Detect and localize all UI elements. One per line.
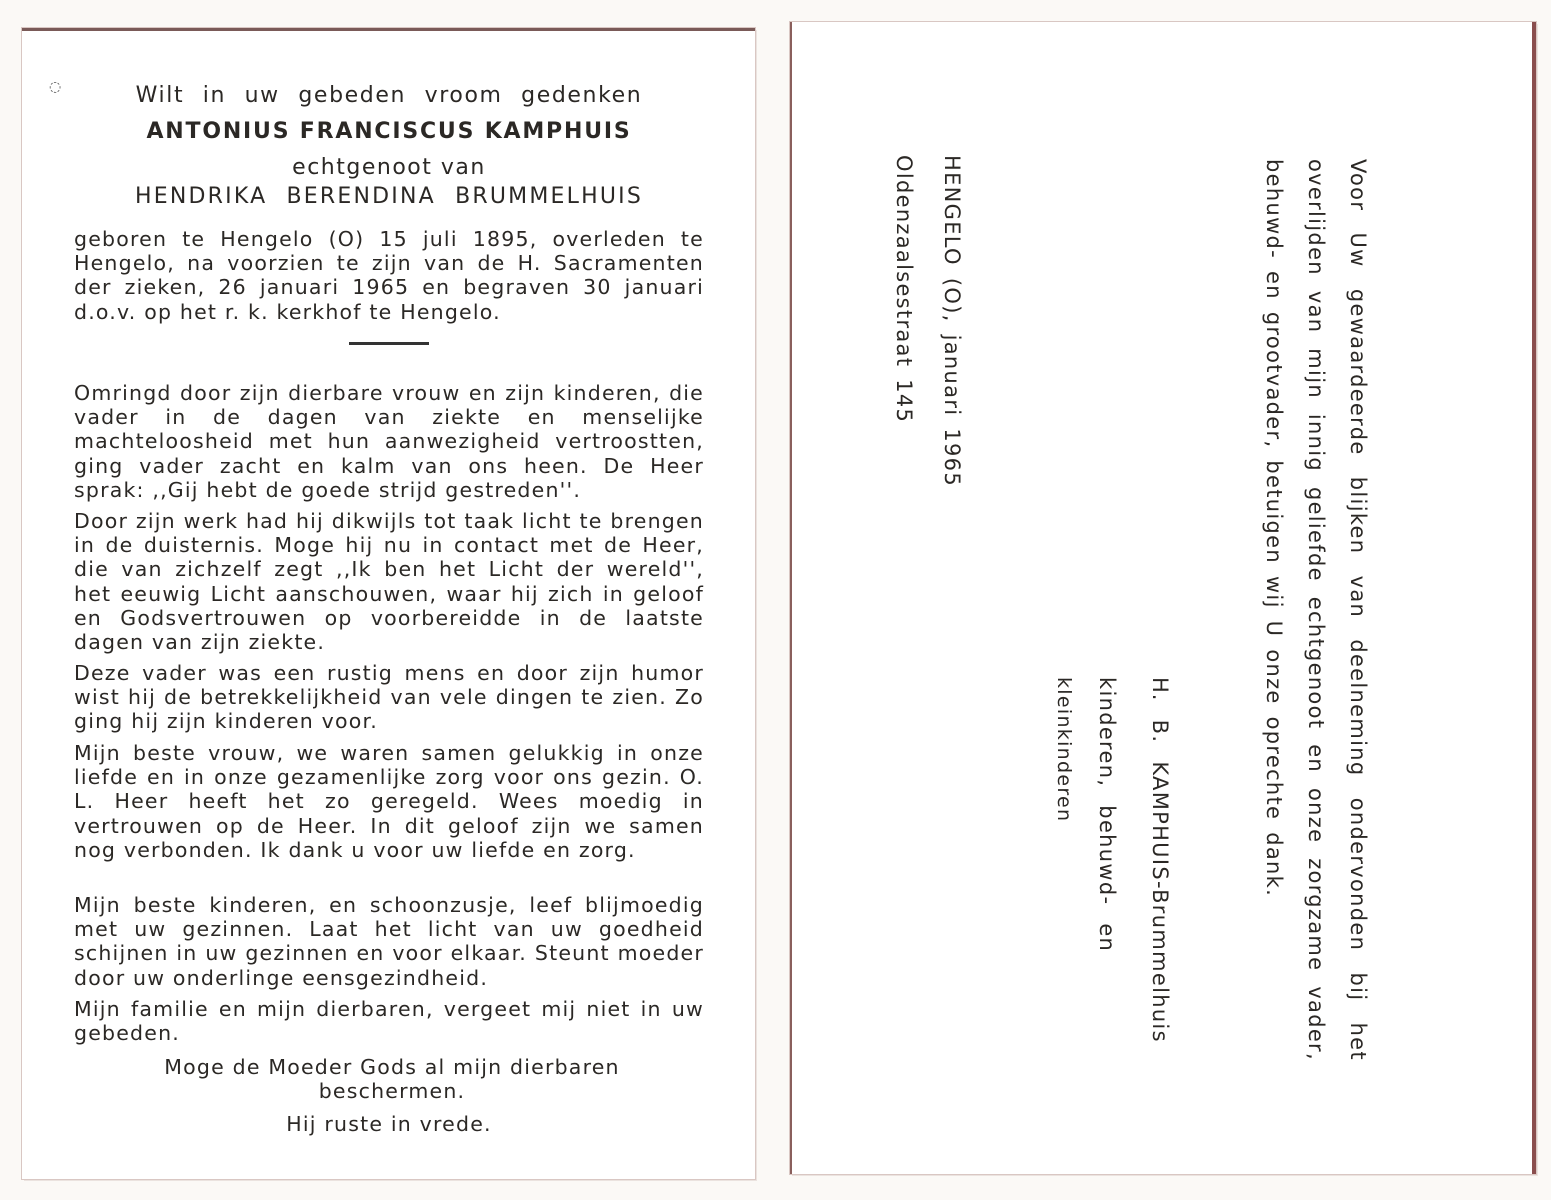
intro-line: Wilt in uw gebeden vroom gedenken	[135, 83, 643, 108]
spouse-name: HENDRIKA BERENDINA BRUMMELHUIS	[135, 184, 643, 209]
text-paragraph: Mijn beste vrouw, we waren samen gelukkig in onze liefde en in onze gezamenlijke zorg voor ons gezin. O. L. Heer heeft het zo geregeld. Wees moedig in vertrouwen op de Heer. In dit geloof zijn we samen nog verbonden. Ik dank u voor uw liefde en zorg.	[74, 741, 704, 862]
word: onze	[1304, 787, 1328, 844]
word: ondervonden	[1346, 797, 1370, 952]
thanks-line	[1346, 159, 1370, 1061]
word: het	[1346, 1022, 1370, 1061]
word: deelneming	[1346, 639, 1370, 777]
word: innig	[1304, 413, 1328, 472]
word: geliefde	[1304, 486, 1328, 582]
signer-line: kinderen, behuwd- en	[1095, 677, 1119, 953]
ink-speck-decoration: ◌	[49, 79, 62, 95]
word: blijken	[1346, 476, 1370, 555]
word: vader,	[1304, 986, 1328, 1061]
deceased-name: ANTONIUS FRANCISCUS KAMPHUIS	[146, 119, 632, 144]
divider-rule	[349, 342, 429, 345]
text-paragraph: Mijn familie en mijn dierbaren, vergeet mij niet in uw gebeden.	[74, 997, 704, 1046]
spouse-label: echtgenoot van	[292, 155, 486, 180]
memorial-card-text-side	[22, 28, 755, 1179]
word: echtgenoot	[1304, 596, 1328, 730]
text-paragraph: Mijn beste kinderen, en schoonzusje, leef blijmoedig met uw gezinnen. Laat het licht van uw goedheid schijnen in uw gezinnen en voor elkaar. Steunt moeder door uw onderlinge eensgezindheid.	[74, 893, 704, 990]
word: van	[1304, 290, 1328, 334]
closing-prayer: Moge de Moeder Gods al mijn dierbaren beschermen.	[164, 1055, 620, 1104]
biography-paragraph: geboren te Hengelo (O) 15 juli 1895, overleden te Hengelo, na voorzien te zijn van de H. Sacramenten der zieken, 26 januari 1965 en begraven 30 januari d.o.v. op het r. k. kerkhof te Hengelo.	[74, 227, 704, 324]
text-paragraph: Deze vader was een rustig mens en door zijn humor wist hij de betrekkelijkheid van vele dingen te zien. Zo ging hij zijn kinderen voor.	[74, 661, 704, 734]
address: Oldenzaalsestraat 145	[892, 155, 916, 424]
word: bij	[1346, 972, 1370, 1002]
word: overlijden	[1304, 159, 1328, 276]
word: zorgzame	[1304, 858, 1328, 972]
word: van	[1346, 575, 1370, 619]
word: mijn	[1304, 348, 1328, 399]
signer-line: kleinkinderen	[1053, 677, 1075, 823]
text-paragraph: Door zijn werk had hij dikwijls tot taak licht te brengen in de duisternis. Moge hij nu in contact met de Heer, die van zichzelf zegt ,,Ik ben het Licht der wereld'', het eeuwig Licht aanschouwen, waar hij zich in geloof en Godsvertrouwen op voorbereidde in de laatste dagen van zijn ziekte.	[74, 509, 704, 655]
word: Uw	[1346, 232, 1370, 268]
word: en	[1304, 744, 1328, 774]
thanks-line	[1304, 159, 1328, 1061]
word: gewaardeerde	[1346, 288, 1370, 456]
text-paragraph: Omringd door zijn dierbare vrouw en zijn kinderen, die vader in de dagen van ziekte en menselijke machteloosheid met hun aanwezigheid vertroostten, ging vader zacht en kalm van ons heen. De Heer sprak: ,,Gij hebt de goede strijd gestreden''.	[74, 381, 704, 502]
closing-rest-in-peace: Hij ruste in vrede.	[286, 1112, 492, 1136]
memorial-card-thanks-side	[790, 22, 1536, 1174]
signer-name: H. B. KAMPHUIS-Brummelhuis	[1148, 677, 1172, 1043]
place-and-date: HENGELO (O), januari 1965	[940, 155, 964, 488]
word: Voor	[1346, 159, 1370, 212]
thanks-line: behuwd- en grootvader, betuigen wij U onze oprechte dank.	[1262, 159, 1286, 898]
